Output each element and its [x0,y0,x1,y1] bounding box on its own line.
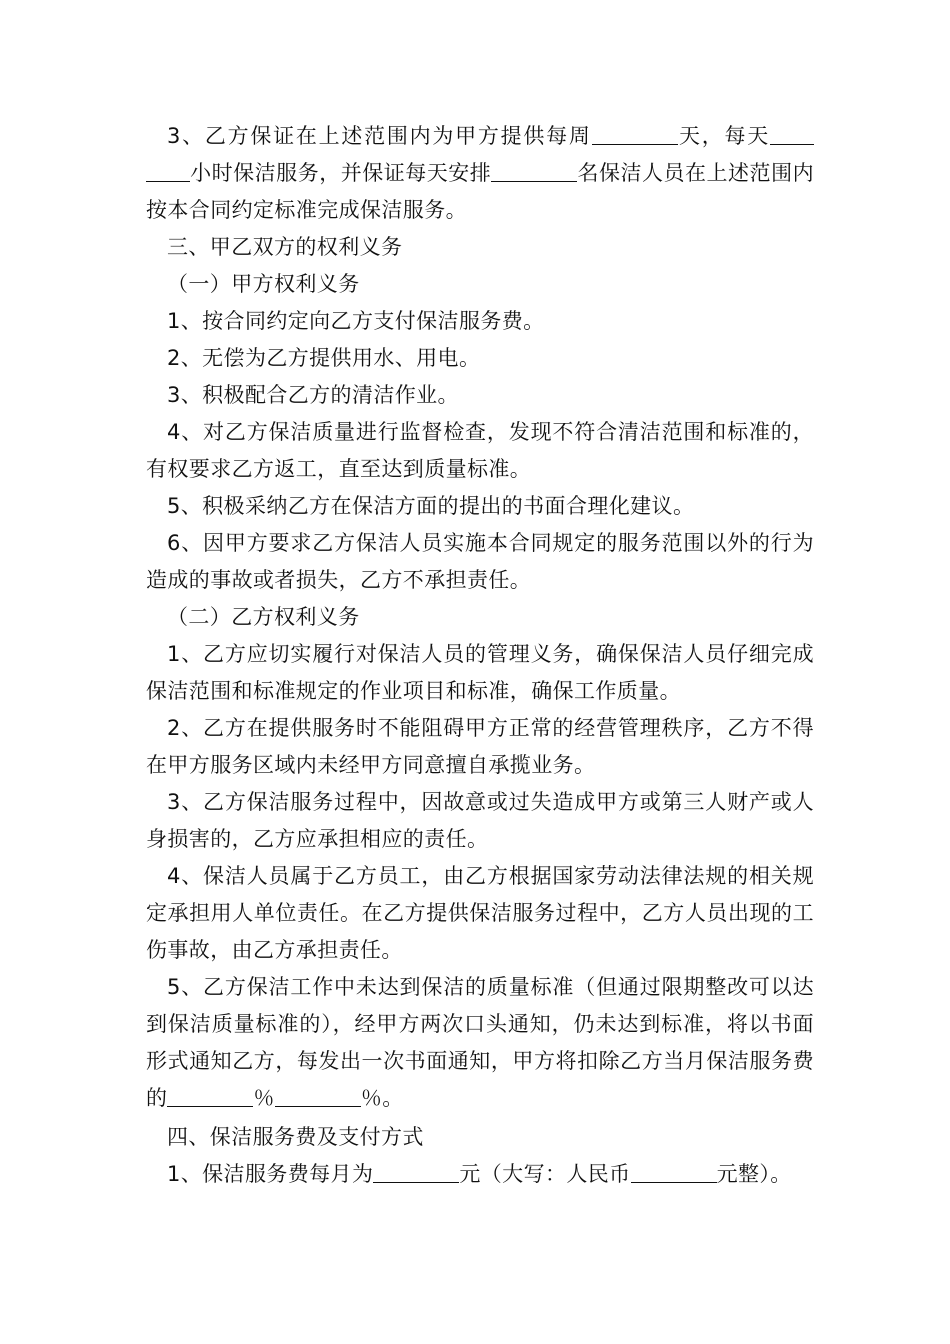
text-segment: 1、保洁服务费每月为 [167,1162,374,1186]
subsection-heading-party-b: （二）乙方权利义务 [167,605,360,629]
blank-deduction-max [275,1084,361,1107]
party-b-item-2: 2、乙方在提供服务时不能阻碍甲方正常的经营管理秩序，乙方不得在甲方服务区域内未经甲方同意擅自承揽业务。 [146,716,814,777]
paragraph-service-hours [146,118,814,229]
blank-hours-part2 [146,159,190,182]
section-heading-rights-obligations: 三、甲乙双方的权利义务 [167,235,403,259]
party-b-item-4: 4、保洁人员属于乙方员工，由乙方根据国家劳动法律法规的相关规定承担用人单位责任。在乙方提供保洁服务过程中，乙方人员出现的工伤事故，由乙方承担责任。 [146,864,814,962]
party-a-item-2: 2、无偿为乙方提供用水、用电。 [167,346,481,370]
blank-deduction-min [167,1084,253,1107]
fee-item-1 [146,1156,814,1193]
text-segment: 3、乙方保证在上述范围内为甲方提供每周 [167,124,592,148]
blank-monthly-fee [373,1160,459,1183]
section-heading-fees-payment: 四、保洁服务费及支付方式 [167,1125,424,1149]
party-b-item-1: 1、乙方应切实履行对保洁人员的管理义务，确保保洁人员仔细完成保洁范围和标准规定的作业项目和标准，确保工作质量。 [146,642,814,703]
blank-hours-part1 [770,122,814,145]
document-body [146,118,814,1193]
party-a-item-4: 4、对乙方保洁质量进行监督检查，发现不符合清洁范围和标准的，有权要求乙方返工，直至达到质量标准。 [146,420,814,481]
party-b-item-5 [146,969,814,1117]
text-segment: 5、乙方保洁工作中未达到保洁的质量标准（但通过限期整改可以达到保洁质量标准的），经甲方两次口头通知，仍未达到标准，将以书面形式通知乙方，每发出一次书面通知，甲方将扣除乙方当月保洁服务费的 [146,975,814,1110]
subsection-heading-party-a: （一）甲方权利义务 [167,272,360,296]
blank-days-per-week [592,122,678,145]
party-a-item-5: 5、积极采纳乙方在保洁方面的提出的书面合理化建议。 [167,494,695,518]
text-segment: 小时保洁服务，并保证每天安排 [190,161,492,185]
text-segment: 元（大写：人民币 [459,1162,631,1186]
party-a-item-6: 6、因甲方要求乙方保洁人员实施本合同规定的服务范围以外的行为造成的事故或者损失，乙方不承担责任。 [146,531,814,592]
blank-staff-count [491,159,577,182]
text-segment: ％。 [360,1086,404,1110]
blank-fee-in-words [631,1160,717,1183]
party-a-item-1: 1、按合同约定向乙方支付保洁服务费。 [167,309,545,333]
text-segment: 天，每天 [677,124,770,148]
text-segment: 名保洁人员在上述范围内按本合同约定标准完成保洁服务。 [146,161,814,222]
text-segment: 元整）。 [716,1162,792,1186]
text-segment: ％ [253,1086,275,1110]
party-a-item-3: 3、积极配合乙方的清洁作业。 [167,383,459,407]
party-b-item-3: 3、乙方保洁服务过程中，因故意或过失造成甲方或第三人财产或人身损害的，乙方应承担相应的责任。 [146,790,814,851]
